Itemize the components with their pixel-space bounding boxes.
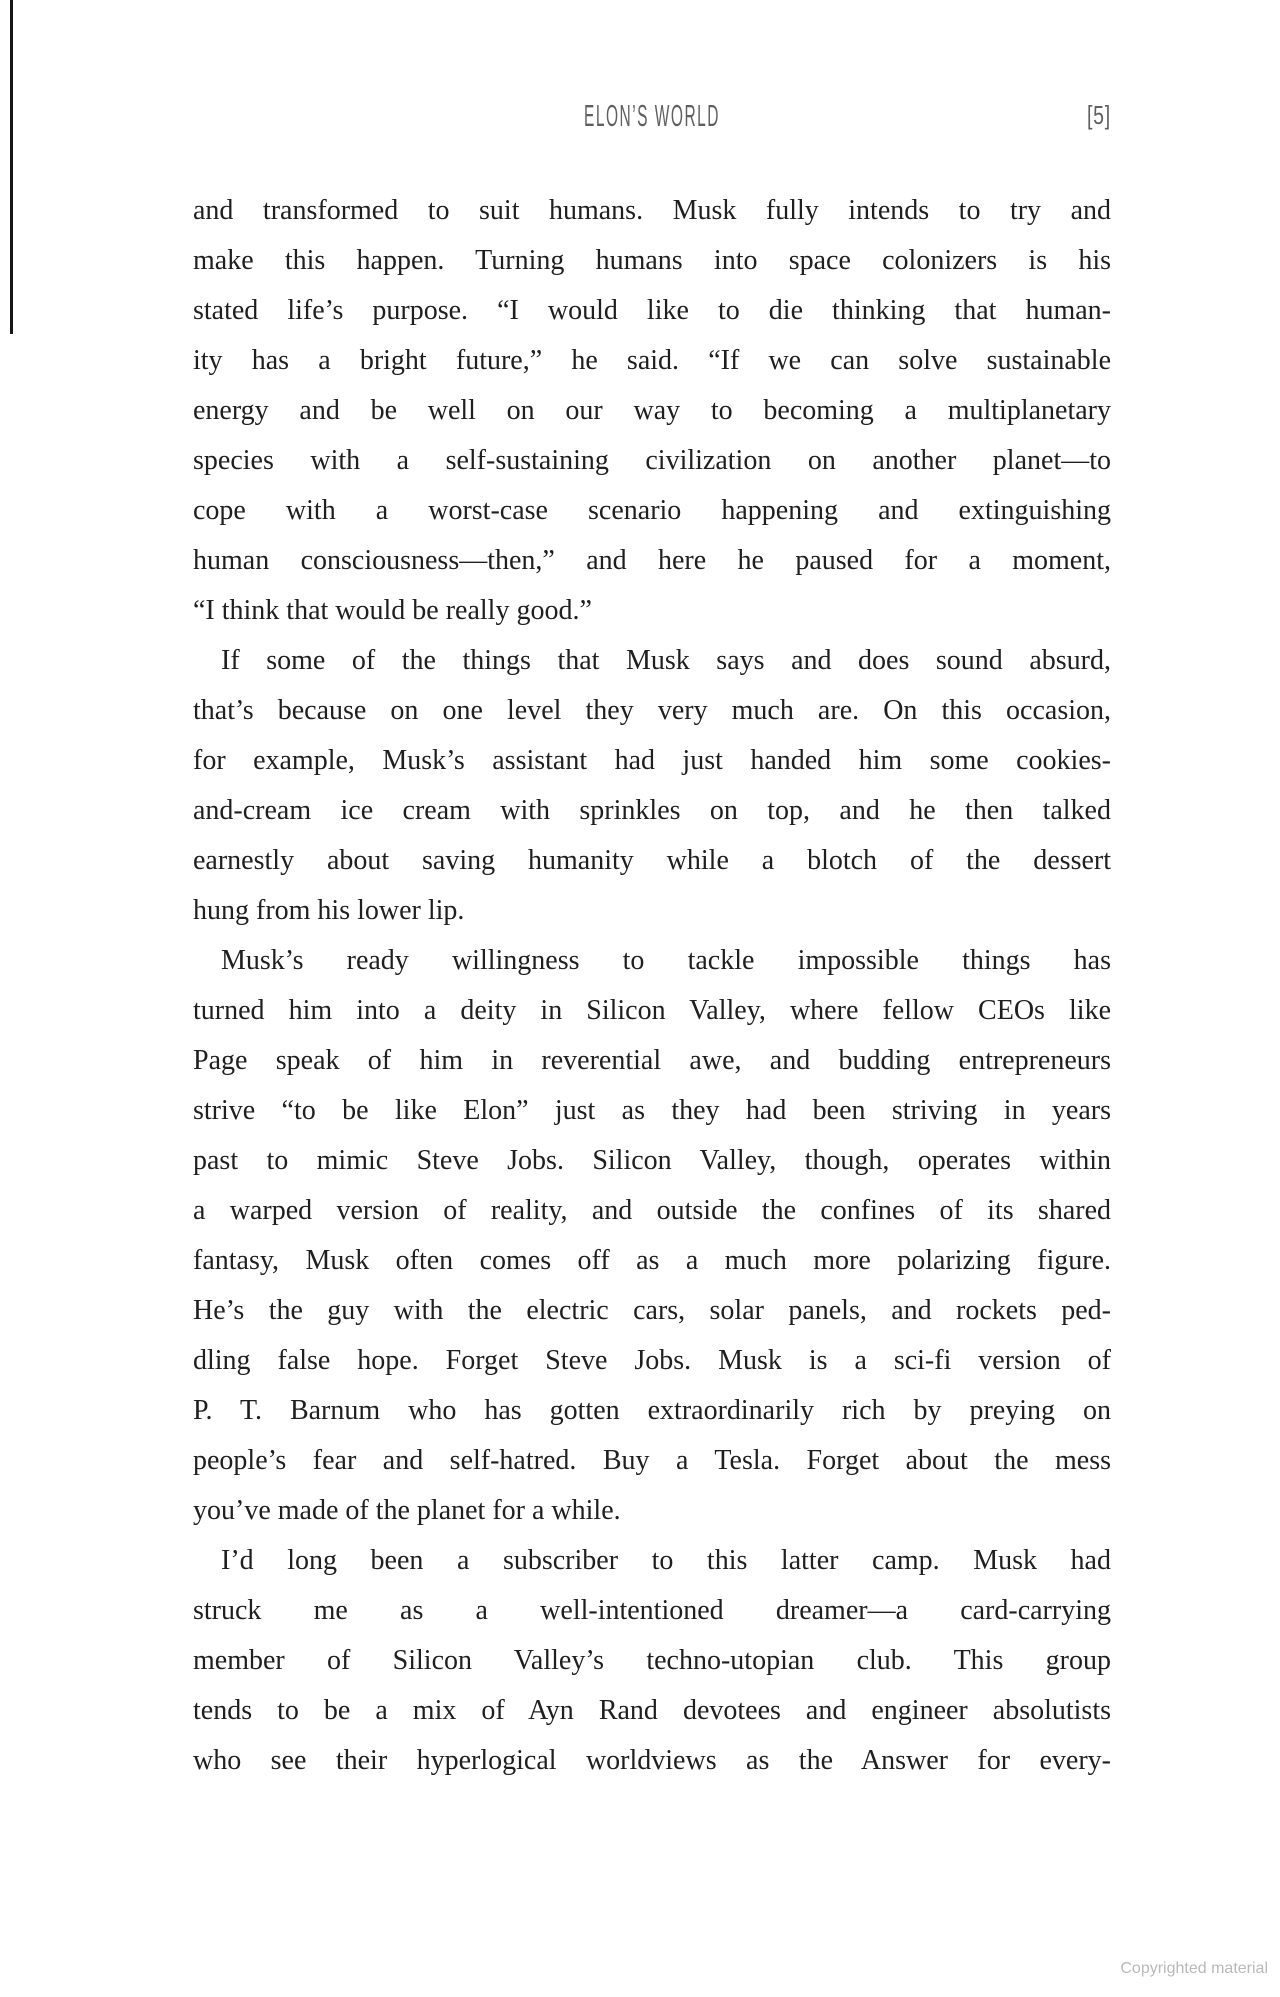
paragraph bbox=[193, 186, 1111, 636]
section-title: ELON’S WORLD bbox=[584, 98, 720, 133]
text-line: P. T. Barnum who has gotten extraordinarily rich by preying on bbox=[193, 1395, 1111, 1426]
copyright-watermark: Copyrighted material bbox=[1120, 1960, 1268, 1977]
page-text bbox=[193, 186, 1111, 1786]
text-line: earnestly about saving humanity while a blotch of the dessert bbox=[193, 845, 1111, 876]
text-line: struck me as a well-intentioned dreamer—a card-carrying bbox=[193, 1595, 1111, 1626]
text-line: Musk’s ready willingness to tackle impossible things has bbox=[221, 945, 1111, 976]
text-line: ity has a bright future,” he said. “If we can solve sustainable bbox=[193, 345, 1111, 376]
text-line: and transformed to suit humans. Musk fully intends to try and bbox=[193, 195, 1111, 226]
text-line: who see their hyperlogical worldviews as the Answer for every- bbox=[193, 1745, 1111, 1776]
scan-edge-artifact bbox=[10, 0, 13, 334]
running-head bbox=[193, 100, 1111, 132]
text-line: human consciousness—then,” and here he paused for a moment, bbox=[193, 545, 1111, 576]
text-line: species with a self-sustaining civilization on another planet—to bbox=[193, 445, 1111, 476]
text-line: tends to be a mix of Ayn Rand devotees and engineer absolutists bbox=[193, 1695, 1111, 1726]
paragraph bbox=[193, 1536, 1111, 1786]
text-line: hung from his lower lip. bbox=[193, 895, 465, 926]
text-line: make this happen. Turning humans into space colonizers is his bbox=[193, 245, 1111, 276]
text-line: you’ve made of the planet for a while. bbox=[193, 1495, 621, 1526]
text-line: people’s fear and self-hatred. Buy a Tesla. Forget about the mess bbox=[193, 1445, 1111, 1476]
text-line: dling false hope. Forget Steve Jobs. Musk is a sci-fi version of bbox=[193, 1345, 1111, 1376]
text-line: that’s because on one level they very much are. On this occasion, bbox=[193, 695, 1111, 726]
text-line: for example, Musk’s assistant had just handed him some cookies- bbox=[193, 745, 1111, 776]
text-line: strive “to be like Elon” just as they had been striving in years bbox=[193, 1095, 1111, 1126]
text-line: turned him into a deity in Silicon Valley, where fellow CEOs like bbox=[193, 995, 1111, 1026]
text-line: energy and be well on our way to becoming a multiplanetary bbox=[193, 395, 1111, 426]
text-line: “I think that would be really good.” bbox=[193, 595, 592, 626]
text-line: I’d long been a subscriber to this latter camp. Musk had bbox=[221, 1545, 1111, 1576]
text-line: Page speak of him in reverential awe, and budding entrepreneurs bbox=[193, 1045, 1111, 1076]
text-line: past to mimic Steve Jobs. Silicon Valley, though, operates within bbox=[193, 1145, 1111, 1176]
text-line: a warped version of reality, and outside the confines of its shared bbox=[193, 1195, 1111, 1226]
paragraph bbox=[193, 936, 1111, 1536]
text-line: member of Silicon Valley’s techno-utopian club. This group bbox=[193, 1645, 1111, 1676]
text-line: and-cream ice cream with sprinkles on top, and he then talked bbox=[193, 795, 1111, 826]
text-line: cope with a worst-case scenario happening and extinguishing bbox=[193, 495, 1111, 526]
text-line: fantasy, Musk often comes off as a much more polarizing figure. bbox=[193, 1245, 1111, 1276]
text-line: If some of the things that Musk says and does sound absurd, bbox=[221, 645, 1111, 676]
text-line: stated life’s purpose. “I would like to die thinking that human- bbox=[193, 295, 1111, 326]
paragraph bbox=[193, 636, 1111, 936]
text-line: He’s the guy with the electric cars, solar panels, and rockets ped- bbox=[193, 1295, 1111, 1326]
page-number: [5] bbox=[1087, 100, 1111, 130]
